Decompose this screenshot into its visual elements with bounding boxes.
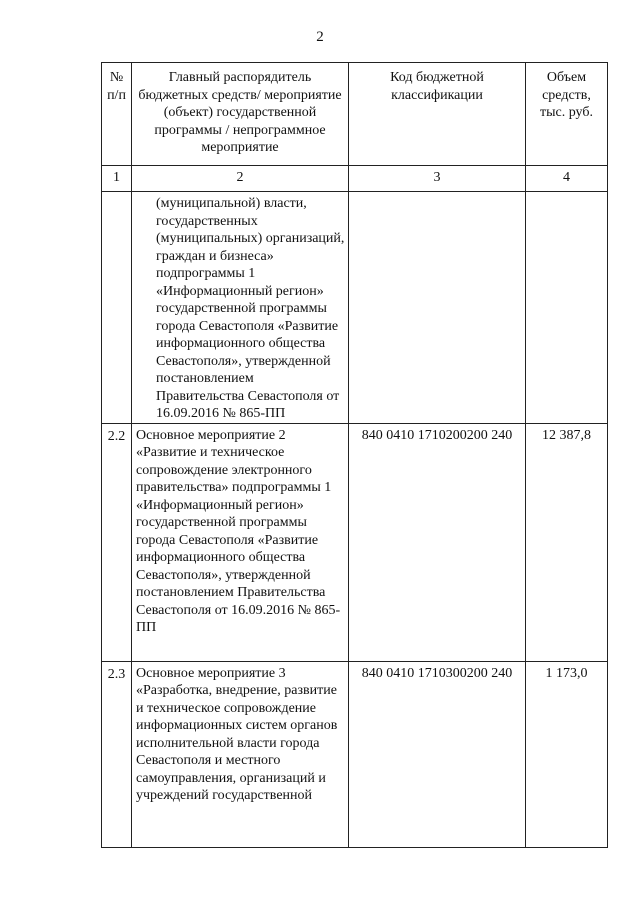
column-index-cell: 1 [102, 166, 132, 192]
row-number: 2.3 [102, 661, 132, 847]
table-header-row [102, 63, 608, 166]
column-index-cell: 3 [349, 166, 526, 192]
header-amount: Объем средств, тыс. руб. [526, 63, 608, 166]
row-code: 840 0410 1710300200 240 [349, 661, 526, 847]
table-row [102, 423, 608, 661]
header-name: Главный распорядитель бюджетных средств/ мероприятие (объект) государственной программы / непрограммное мероприятие [132, 63, 349, 166]
row-number: 2.2 [102, 423, 132, 661]
column-index-cell: 2 [132, 166, 349, 192]
header-code: Код бюджетной классификации [349, 63, 526, 166]
header-num: № п/п [102, 63, 132, 166]
table-row [102, 661, 608, 847]
budget-table [101, 62, 608, 848]
table-row [102, 192, 608, 424]
column-index-cell: 4 [526, 166, 608, 192]
row-amount: 12 387,8 [526, 423, 608, 661]
row-name: Основное мероприятие 3 «Разработка, внедрение, развитие и техническое сопровождение информационных систем органов исполнительной власти города Севастополя и местного самоуправления, организаций и учреждений государственной [132, 661, 349, 847]
row-name: (муниципальной) власти, государственных (муниципальных) организаций, граждан и бизнеса» подпрограммы 1 «Информационный регион» государственной программы города Севастополя «Развитие информационного общества Севастополя», утвержденной постановлением Правительства Севастополя от 16.09.2016 № 865-ПП [132, 192, 349, 424]
row-number [102, 192, 132, 424]
row-name: Основное мероприятие 2 «Развитие и техническое сопровождение электронного правительства» подпрограммы 1 «Информационный регион» государственной программы города Севастополя «Развитие информационного общества Севастополя», утвержденной постановлением Правительства Севастополя от 16.09.2016 № 865-ПП [132, 423, 349, 661]
row-amount: 1 173,0 [526, 661, 608, 847]
row-code: 840 0410 1710200200 240 [349, 423, 526, 661]
column-index-row [102, 166, 608, 192]
page-number: 2 [316, 29, 324, 45]
row-code [349, 192, 526, 424]
row-amount [526, 192, 608, 424]
